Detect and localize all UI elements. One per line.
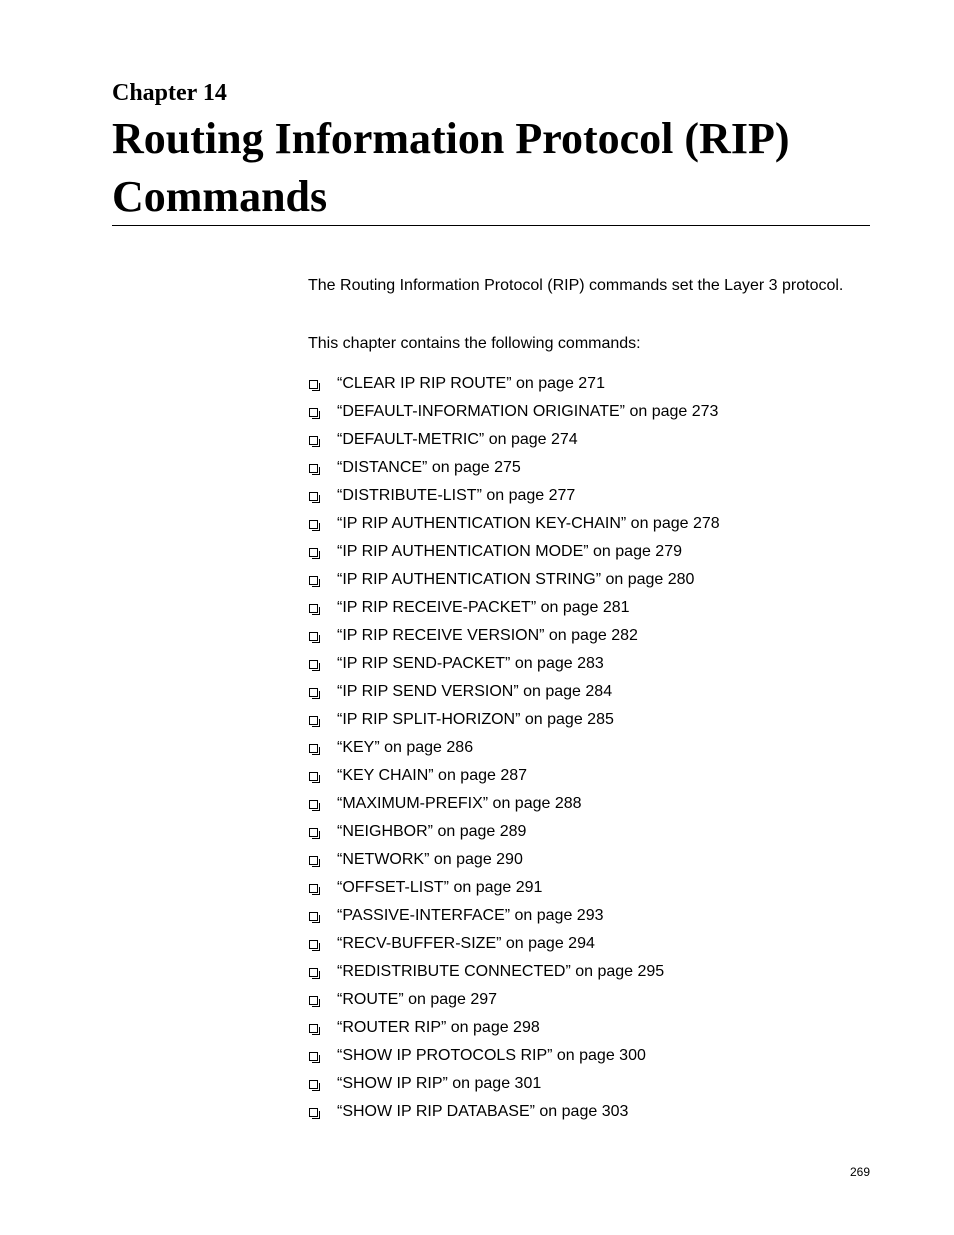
command-list-item (308, 706, 868, 734)
command-link[interactable]: “SHOW IP PROTOCOLS RIP” on page 300 (337, 1047, 646, 1064)
command-link[interactable]: “KEY” on page 286 (337, 739, 474, 756)
command-list-item (308, 734, 868, 762)
title-divider (112, 225, 870, 226)
command-list-item (308, 622, 868, 650)
checkbox-bullet-icon (309, 520, 318, 529)
command-link[interactable]: “DISTANCE” on page 275 (337, 459, 521, 476)
command-list-item (308, 398, 868, 426)
command-link[interactable]: “REDISTRIBUTE CONNECTED” on page 295 (337, 963, 665, 980)
checkbox-bullet-icon (309, 912, 318, 921)
command-list-item (308, 1098, 868, 1126)
list-lead-paragraph: This chapter contains the following commands: (308, 335, 641, 352)
checkbox-bullet-icon (309, 828, 318, 837)
checkbox-bullet-icon (309, 660, 318, 669)
command-list-item (308, 370, 868, 398)
command-list-item (308, 846, 868, 874)
command-link[interactable]: “KEY CHAIN” on page 287 (337, 767, 528, 784)
command-link[interactable]: “NETWORK” on page 290 (337, 851, 523, 868)
command-list-item (308, 650, 868, 678)
command-list-item (308, 762, 868, 790)
command-link[interactable]: “ROUTE” on page 297 (337, 991, 498, 1008)
command-link[interactable]: “CLEAR IP RIP ROUTE” on page 271 (337, 375, 605, 392)
command-link[interactable]: “NEIGHBOR” on page 289 (337, 823, 527, 840)
command-link[interactable]: “IP RIP AUTHENTICATION MODE” on page 279 (337, 543, 682, 560)
command-link[interactable]: “SHOW IP RIP” on page 301 (337, 1075, 542, 1092)
checkbox-bullet-icon (309, 604, 318, 613)
command-list-item (308, 538, 868, 566)
checkbox-bullet-icon (309, 688, 318, 697)
command-list-item (308, 426, 868, 454)
checkbox-bullet-icon (309, 408, 318, 417)
checkbox-bullet-icon (309, 1080, 318, 1089)
command-link[interactable]: “IP RIP SPLIT-HORIZON” on page 285 (337, 711, 614, 728)
command-list-item (308, 958, 868, 986)
checkbox-bullet-icon (309, 464, 318, 473)
chapter-label: Chapter 14 (112, 80, 227, 106)
checkbox-bullet-icon (309, 548, 318, 557)
command-list-item (308, 790, 868, 818)
checkbox-bullet-icon (309, 436, 318, 445)
checkbox-bullet-icon (309, 1024, 318, 1033)
command-list-item (308, 454, 868, 482)
command-list-item (308, 986, 868, 1014)
checkbox-bullet-icon (309, 968, 318, 977)
command-link[interactable]: “ROUTER RIP” on page 298 (337, 1019, 540, 1036)
checkbox-bullet-icon (309, 632, 318, 641)
page-number: 269 (849, 1165, 870, 1179)
command-link[interactable]: “IP RIP SEND VERSION” on page 284 (337, 683, 613, 700)
checkbox-bullet-icon (309, 1052, 318, 1061)
command-list-item (308, 1070, 868, 1098)
chapter-title: Routing Information Protocol (RIP) Commands (112, 114, 790, 221)
command-list-item (308, 482, 868, 510)
command-list-item (308, 678, 868, 706)
checkbox-bullet-icon (309, 716, 318, 725)
command-list-item (308, 1042, 868, 1070)
command-list-item (308, 902, 868, 930)
intro-paragraph: The Routing Information Protocol (RIP) commands set the Layer 3 protocol. (308, 277, 844, 294)
command-link[interactable]: “DEFAULT-INFORMATION ORIGINATE” on page 273 (337, 403, 719, 420)
checkbox-bullet-icon (309, 744, 318, 753)
command-link[interactable]: “SHOW IP RIP DATABASE” on page 303 (337, 1103, 629, 1120)
checkbox-bullet-icon (309, 492, 318, 501)
checkbox-bullet-icon (309, 380, 318, 389)
checkbox-bullet-icon (309, 1108, 318, 1117)
command-list-item (308, 1014, 868, 1042)
command-link[interactable]: “IP RIP RECEIVE VERSION” on page 282 (337, 627, 638, 644)
checkbox-bullet-icon (309, 772, 318, 781)
checkbox-bullet-icon (309, 884, 318, 893)
command-list-item (308, 594, 868, 622)
command-list-item (308, 566, 868, 594)
command-link[interactable]: “DEFAULT-METRIC” on page 274 (337, 431, 578, 448)
command-list-item (308, 874, 868, 902)
command-link[interactable]: “IP RIP AUTHENTICATION KEY-CHAIN” on page 278 (337, 515, 720, 532)
checkbox-bullet-icon (309, 940, 318, 949)
command-list-item (308, 818, 868, 846)
checkbox-bullet-icon (309, 800, 318, 809)
command-link[interactable]: “PASSIVE-INTERFACE” on page 293 (337, 907, 604, 924)
command-link[interactable]: “IP RIP RECEIVE-PACKET” on page 281 (337, 599, 630, 616)
checkbox-bullet-icon (309, 996, 318, 1005)
checkbox-bullet-icon (309, 856, 318, 865)
checkbox-bullet-icon (309, 576, 318, 585)
command-link[interactable]: “RECV-BUFFER-SIZE” on page 294 (337, 935, 595, 952)
command-link[interactable]: “IP RIP AUTHENTICATION STRING” on page 280 (337, 571, 695, 588)
command-link[interactable]: “DISTRIBUTE-LIST” on page 277 (337, 487, 576, 504)
command-list-item (308, 510, 868, 538)
command-link[interactable]: “OFFSET-LIST” on page 291 (337, 879, 543, 896)
command-list (308, 370, 868, 1126)
command-link[interactable]: “IP RIP SEND-PACKET” on page 283 (337, 655, 604, 672)
command-link[interactable]: “MAXIMUM-PREFIX” on page 288 (337, 795, 582, 812)
command-list-item (308, 930, 868, 958)
